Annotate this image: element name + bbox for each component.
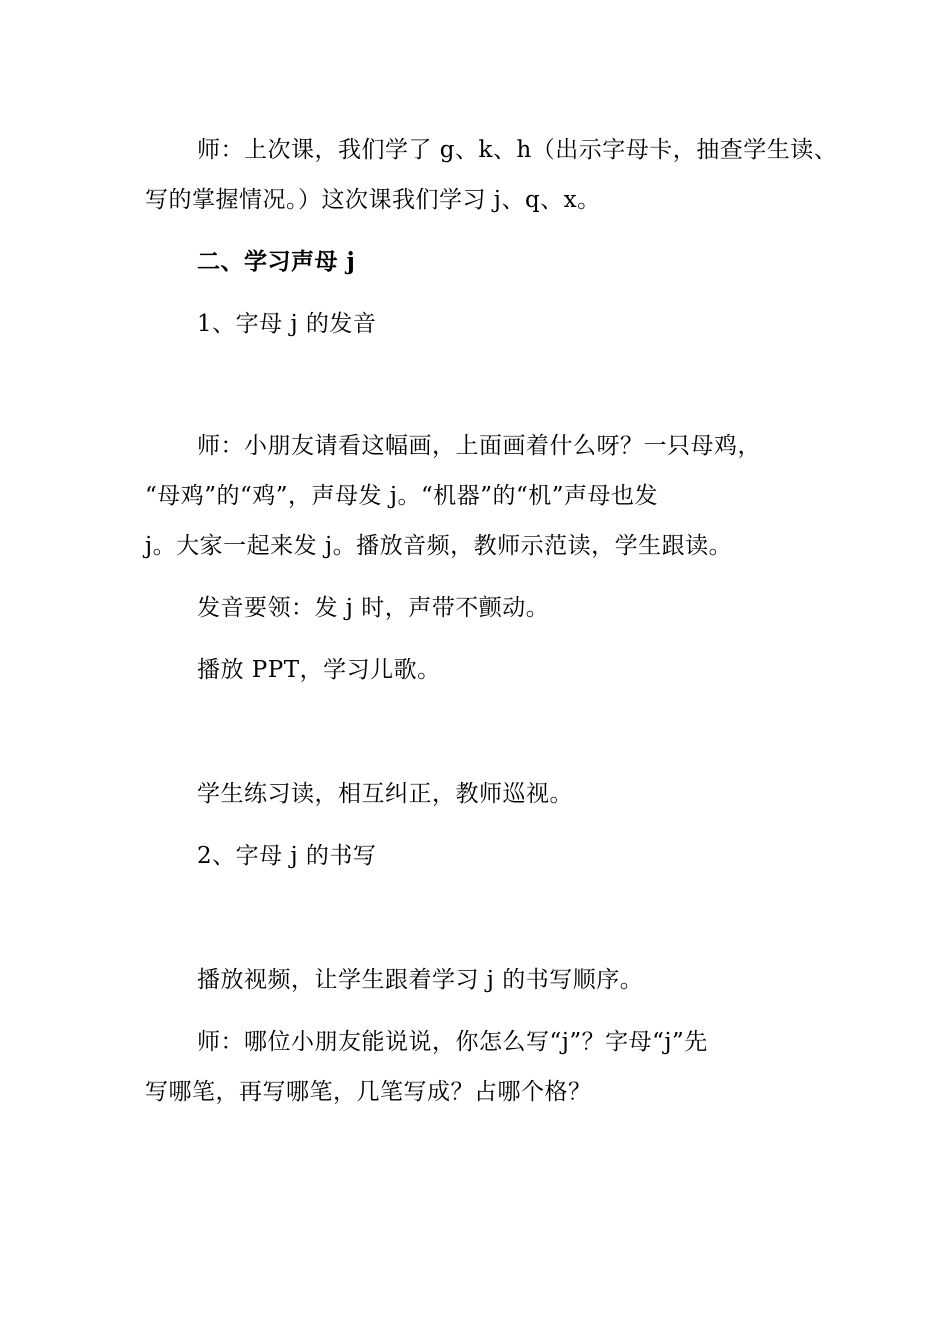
paragraph-pronunciation-tip: 发音要领：发 j 时，声带不颤动。 <box>197 595 550 621</box>
paragraph-teacher-question-line-1: 师：哪位小朋友能说说，你怎么写“j”？字母“j”先 <box>197 1029 708 1055</box>
paragraph-student-practice: 学生练习读，相互纠正，教师巡视。 <box>197 781 573 807</box>
paragraph-play-video: 播放视频，让学生跟着学习 j 的书写顺序。 <box>197 967 644 993</box>
paragraph-teacher-review-line-1: 师：上次课，我们学了 g、k、h（出示字母卡，抽查学生读、 <box>197 137 838 163</box>
paragraph-teacher-question-line-2: 写哪笔，再写哪笔，几笔写成？占哪个格？ <box>145 1079 592 1105</box>
paragraph-play-ppt: 播放 PPT，学习儿歌。 <box>197 657 441 683</box>
paragraph-picture-line-2: “母鸡”的“鸡”，声母发 j。“机器”的“机”声母也发 <box>145 483 659 509</box>
section-heading-learn-j: 二、学习声母 j <box>197 248 356 275</box>
paragraph-picture-line-1: 师：小朋友请看这幅画，上面画着什么呀？一只母鸡， <box>197 433 761 459</box>
paragraph-picture-line-3: j。大家一起来发 j。播放音频，教师示范读，学生跟读。 <box>145 533 733 559</box>
subheading-writing: 2、字母 j 的书写 <box>197 843 377 869</box>
paragraph-teacher-review-line-2: 写的掌握情况。）这次课我们学习 j、q、x。 <box>145 187 601 213</box>
subheading-pronunciation: 1、字母 j 的发音 <box>197 311 377 337</box>
